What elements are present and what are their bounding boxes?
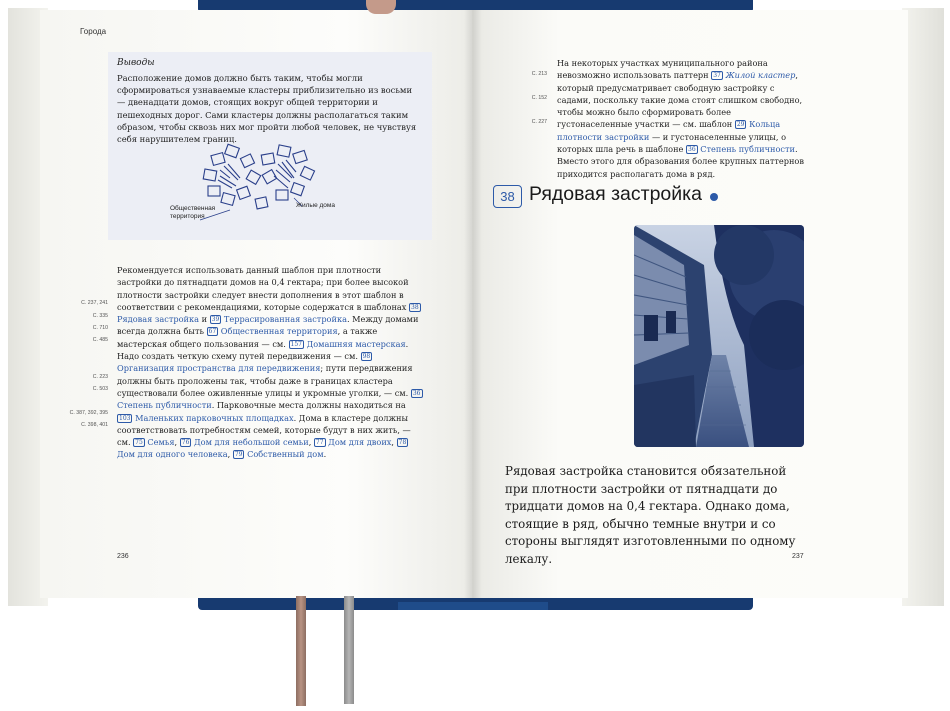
pattern-link[interactable]: Дом для небольшой семьи bbox=[194, 437, 309, 448]
text-run: ; пути передвижения должны быть проложены так, чтобы даже в границах кластера существовали более оживленные улицы и укромные уголки, — см. bbox=[117, 363, 413, 398]
page-number-left: 236 bbox=[117, 553, 129, 560]
spine-band bbox=[398, 602, 548, 610]
pattern-title: Рядовая застройка bbox=[529, 183, 702, 205]
pattern-ref-number[interactable]: 67 bbox=[208, 328, 217, 336]
text-run: . Между домами всегда должна быть bbox=[117, 314, 419, 337]
text-run: , bbox=[391, 437, 397, 448]
margin-notes-left bbox=[50, 264, 108, 434]
text-run: , bbox=[227, 449, 233, 460]
pattern-marker-dot bbox=[710, 193, 718, 201]
pattern-link[interactable]: Степень публичности bbox=[117, 400, 212, 411]
text-run: , bbox=[308, 437, 314, 448]
bookmark-ribbon-brown[interactable] bbox=[296, 596, 306, 706]
pattern-ref-number[interactable]: 36 bbox=[412, 389, 421, 397]
pattern-ref-number[interactable]: 79 bbox=[234, 451, 243, 459]
running-head: Города bbox=[80, 27, 107, 36]
page-edges-right bbox=[902, 8, 944, 606]
text-run: . Парковочные места должны находиться на bbox=[211, 400, 406, 411]
margin-note: С. 223 bbox=[92, 374, 108, 380]
text-run: . Надо создать четкую схему путей передвижения — см. bbox=[117, 338, 409, 362]
pattern-link[interactable]: Маленьких парковочных площадках bbox=[135, 412, 294, 423]
row-houses-photo bbox=[634, 225, 804, 447]
text-run: На некоторых участках муниципального района невозможно использовать паттерн bbox=[557, 58, 768, 81]
book-gutter bbox=[464, 10, 482, 598]
page-number-right: 237 bbox=[792, 553, 804, 560]
text-run: , а также мастерская общего пользования — см. bbox=[117, 326, 378, 349]
margin-note: С. 152 bbox=[531, 95, 547, 101]
summary-text: Расположение домов должно быть таким, чтобы могли сформироваться узнаваемые кластеры приблизительно из восьми — двенадцати домов, стоящих вокруг общей территории и пешеходных дорог. Сами кластеры должны располагаться таким образом, чтобы сквозь них мог пройти любой человек, не чувствуя себя нарушителем границ. bbox=[117, 73, 417, 145]
pattern-link[interactable]: Кольца плотности застройки bbox=[557, 119, 781, 142]
right-body-text bbox=[557, 57, 805, 180]
pattern-ref-number[interactable]: 157 bbox=[290, 340, 302, 348]
pattern-ref-number[interactable]: 36 bbox=[688, 146, 696, 154]
pattern-link[interactable]: Жилой кластер bbox=[725, 70, 796, 81]
margin-note: С. 227 bbox=[531, 119, 547, 125]
pattern-link[interactable]: Общественная территория bbox=[220, 326, 338, 337]
pattern-ref-number[interactable]: 76 bbox=[181, 439, 190, 447]
margin-note: С. 503 bbox=[92, 386, 108, 392]
text-run: . Дома в кластере должны соответствовать потребностям семей, которые будут в них жить, — см. bbox=[117, 412, 411, 448]
pattern-ref-number[interactable]: 98 bbox=[362, 353, 371, 361]
pattern-link[interactable]: Домашняя мастерская bbox=[306, 338, 406, 349]
summary-title: Выводы bbox=[117, 58, 155, 68]
pattern-link[interactable]: Террасированная застройка bbox=[223, 314, 347, 325]
pattern-link[interactable]: Организация пространства для передвижения bbox=[117, 363, 321, 374]
left-body-text bbox=[117, 264, 423, 461]
bookmark-ribbon-top bbox=[366, 0, 396, 14]
margin-note: С. 710 bbox=[92, 325, 108, 331]
margin-note: С. 213 bbox=[531, 71, 547, 77]
pattern-ref-number[interactable]: 103 bbox=[119, 414, 131, 422]
margin-note: С. 335 bbox=[92, 313, 108, 319]
pattern-link[interactable]: Рядовая застройка bbox=[117, 314, 199, 325]
pattern-link[interactable]: Степень публичности bbox=[700, 144, 795, 155]
pattern-link[interactable]: Дом для одного человека bbox=[117, 449, 228, 460]
text-run: , который предусматривает свободную застройку с садами, поскольку такие дома стоят слишком свободно, чтобы можно было сформировать более густонаселенные участки — см. шаблон bbox=[557, 70, 803, 130]
text-run: . Вместо этого для образования более крупных паттернов приходится располагать дома в ряд. bbox=[557, 144, 804, 179]
pattern-ref-number[interactable]: 75 bbox=[135, 439, 143, 447]
pattern-link[interactable]: Собственный дом bbox=[247, 449, 324, 460]
margin-note: С. 387, 392, 395 bbox=[69, 410, 108, 416]
pattern-ref-number[interactable]: 37 bbox=[713, 72, 721, 80]
margin-note: С. 485 bbox=[92, 337, 108, 343]
text-run: — и густонаселенные улицы, о которых шла речь в шаблоне bbox=[557, 131, 787, 155]
sketch-label-houses: Жилые дома bbox=[296, 202, 336, 209]
pattern-ref-number[interactable]: 77 bbox=[315, 439, 324, 447]
text-run: и bbox=[199, 314, 210, 325]
sketch-label-common-area: Общественная территория bbox=[170, 205, 216, 220]
margin-note: С. 398, 401 bbox=[81, 422, 108, 428]
margin-note: С. 237, 241 bbox=[81, 300, 108, 306]
pattern-number-badge: 38 bbox=[493, 185, 522, 208]
bookmark-ribbon-gray[interactable] bbox=[344, 596, 354, 704]
text-run: . bbox=[323, 449, 327, 460]
text-run: , bbox=[174, 437, 180, 448]
pattern-link[interactable]: Семья bbox=[147, 437, 175, 448]
pattern-ref-number[interactable]: 39 bbox=[211, 316, 220, 324]
pattern-link[interactable]: Дом для двоих bbox=[328, 437, 392, 448]
pattern-lead-text: Рядовая застройка становится обязательной при плотности застройки от пятнадцати до тридцати домов на 0,4 гектара. Однако дома, стоящие в ряд, обычно темные внутри и со стороны выглядят изготовленными по одному лекалу. bbox=[505, 464, 796, 566]
pattern-ref-number[interactable]: 38 bbox=[411, 303, 419, 311]
pattern-ref-number[interactable]: 78 bbox=[398, 439, 407, 447]
text-run: Рекомендуется использовать данный шаблон при плотности застройки до пятнадцати домов на 0,4 гектара; при более высокой плотности застройки следует внести дополнения в этот шаблон в соответствии с рекомендациями, которые содержатся в шаблонах bbox=[117, 265, 410, 312]
margin-notes-right bbox=[495, 57, 547, 137]
pattern-ref-number[interactable]: 29 bbox=[736, 121, 745, 129]
